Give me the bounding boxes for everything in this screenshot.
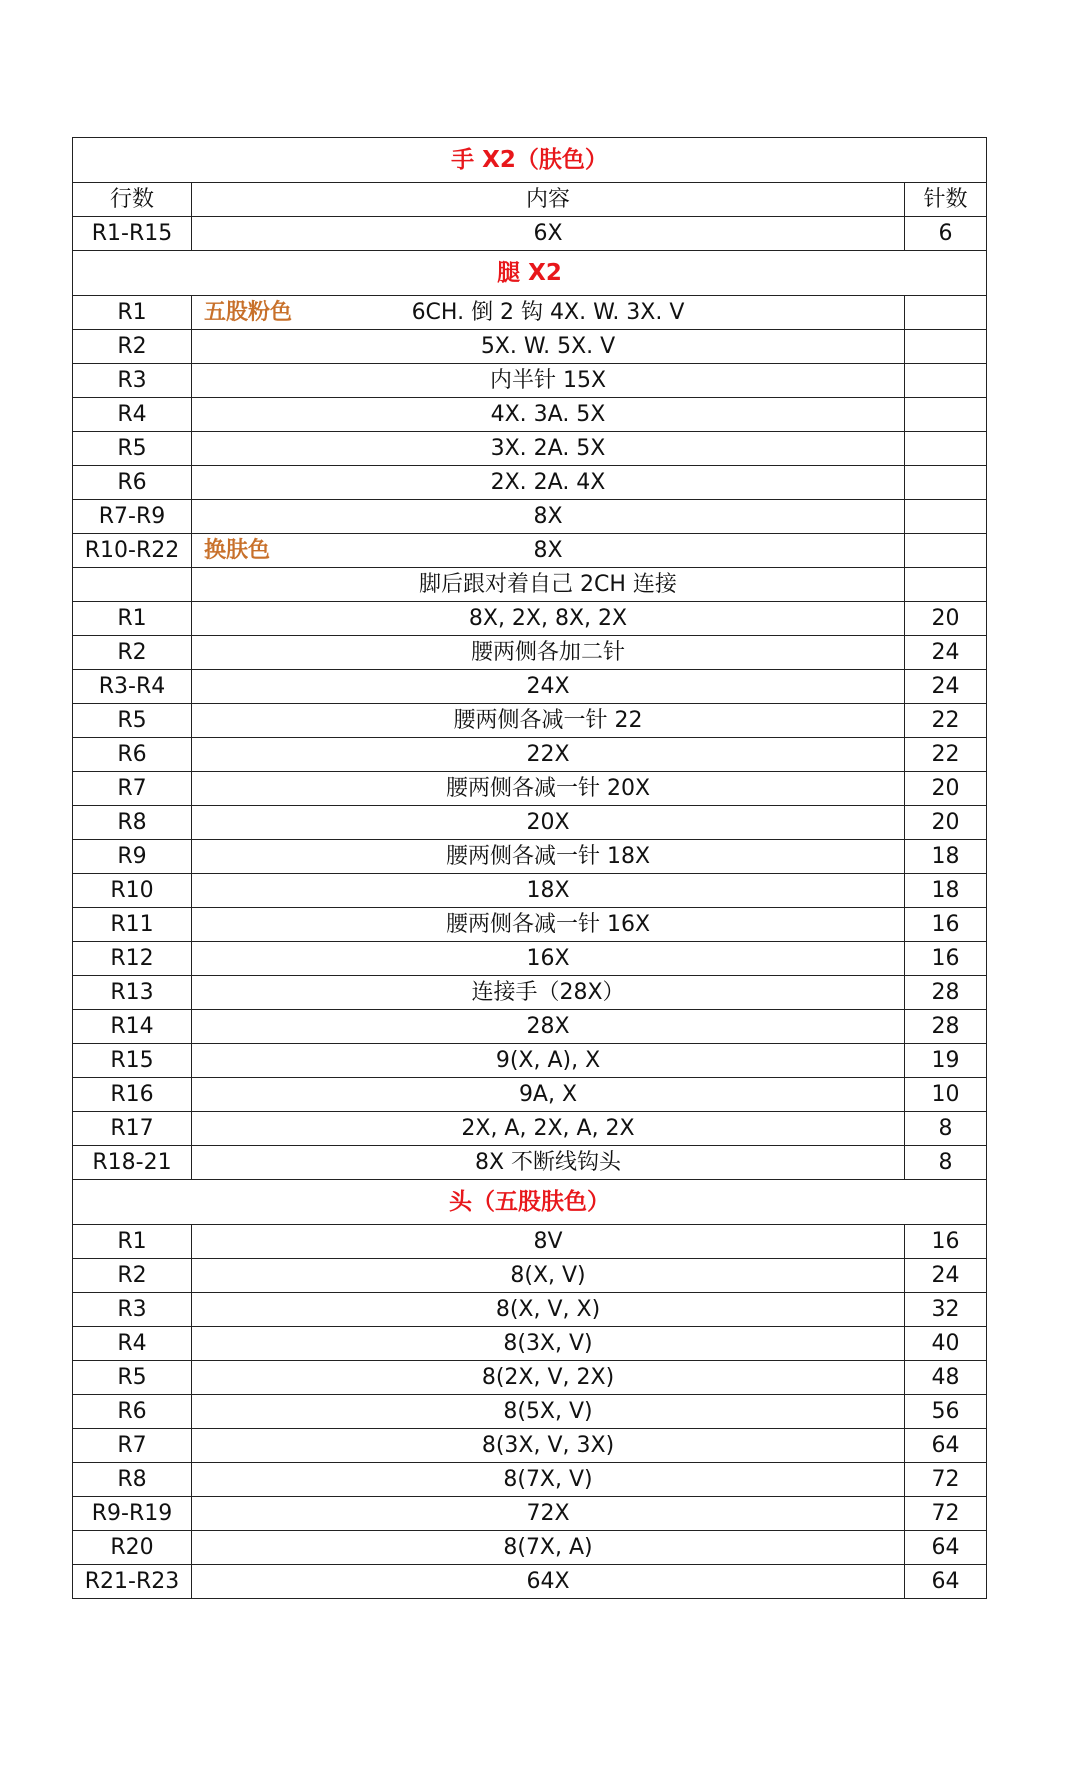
stitch-count-cell <box>905 568 987 602</box>
table-row <box>73 840 987 874</box>
stitch-count-cell: 48 <box>905 1361 987 1395</box>
row-content: 8V <box>533 1229 563 1254</box>
row-content-cell <box>192 772 905 806</box>
stitch-count-cell: 32 <box>905 1293 987 1327</box>
row-number-cell: R5 <box>73 1361 192 1395</box>
row-content: 22X <box>526 742 570 767</box>
row-content-cell <box>192 840 905 874</box>
row-content-cell <box>192 1293 905 1327</box>
stitch-count-cell: 24 <box>905 636 987 670</box>
header-content: 内容 <box>192 183 905 217</box>
row-content-cell <box>192 1112 905 1146</box>
row-content-cell <box>192 636 905 670</box>
row-content: 6X <box>533 221 563 246</box>
row-content: 8X <box>533 504 563 529</box>
stitch-count-cell: 16 <box>905 1225 987 1259</box>
row-content: 脚后跟对着自己 2CH 连接 <box>419 572 677 597</box>
table-row <box>73 704 987 738</box>
row-content: 8(3X, V, 3X) <box>481 1433 615 1458</box>
table-row <box>73 330 987 364</box>
row-content-cell <box>192 1429 905 1463</box>
row-number-cell: R1 <box>73 1225 192 1259</box>
table-row <box>73 466 987 500</box>
table-row <box>73 1044 987 1078</box>
stitch-count-cell: 64 <box>905 1565 987 1599</box>
row-content: 内半针 15X <box>489 368 607 393</box>
row-content-cell <box>192 432 905 466</box>
stitch-count-cell: 24 <box>905 670 987 704</box>
row-number-cell: R10 <box>73 874 192 908</box>
row-content: 8(7X, V) <box>503 1467 593 1492</box>
row-content-cell <box>192 330 905 364</box>
stitch-count-cell: 28 <box>905 976 987 1010</box>
row-content-cell <box>192 500 905 534</box>
row-number-cell: R1 <box>73 296 192 330</box>
row-content-cell <box>192 1395 905 1429</box>
table-row <box>73 772 987 806</box>
row-content-cell <box>192 874 905 908</box>
stitch-count-cell: 16 <box>905 942 987 976</box>
row-number-cell: R6 <box>73 1395 192 1429</box>
table-row <box>73 500 987 534</box>
row-content-cell <box>192 466 905 500</box>
table-row <box>73 1078 987 1112</box>
stitch-count-cell: 28 <box>905 1010 987 1044</box>
row-number-cell: R6 <box>73 466 192 500</box>
table-row <box>73 1112 987 1146</box>
table-row <box>73 1010 987 1044</box>
row-content: 20X <box>526 810 570 835</box>
row-content-cell <box>192 217 905 251</box>
stitch-count-cell <box>905 534 987 568</box>
stitch-count-cell: 22 <box>905 704 987 738</box>
row-number-cell: R14 <box>73 1010 192 1044</box>
row-content-cell <box>192 1531 905 1565</box>
row-content-cell <box>192 942 905 976</box>
table-row <box>73 1361 987 1395</box>
row-content-cell <box>192 364 905 398</box>
table-row <box>73 568 987 602</box>
row-content-cell <box>192 534 905 568</box>
row-content-cell <box>192 1225 905 1259</box>
row-number-cell: R2 <box>73 636 192 670</box>
table-row <box>73 1463 987 1497</box>
row-content-cell <box>192 670 905 704</box>
table-row <box>73 942 987 976</box>
row-number-cell: R1 <box>73 602 192 636</box>
row-content-cell <box>192 1010 905 1044</box>
row-number-cell: R3-R4 <box>73 670 192 704</box>
row-content: 腰两侧各加二针 <box>470 640 625 665</box>
table-row <box>73 1259 987 1293</box>
row-content: 8(3X, V) <box>503 1331 593 1356</box>
row-content: 16X <box>526 946 570 971</box>
stitch-count-cell <box>905 432 987 466</box>
table-row <box>73 1395 987 1429</box>
row-content: 9(X, A), X <box>495 1048 601 1073</box>
row-number-cell: R4 <box>73 398 192 432</box>
section-title: 头（五股肤色） <box>73 1180 987 1225</box>
table-row <box>73 806 987 840</box>
stitch-count-cell: 56 <box>905 1395 987 1429</box>
row-content: 腰两侧各减一针 22 <box>453 708 643 733</box>
row-number-cell: R10-R22 <box>73 534 192 568</box>
row-content: 腰两侧各减一针 20X <box>445 776 651 801</box>
table-row <box>73 1146 987 1180</box>
row-content-cell <box>192 1361 905 1395</box>
row-number-cell: R12 <box>73 942 192 976</box>
row-content-cell <box>192 398 905 432</box>
table-row <box>73 1531 987 1565</box>
row-number-cell: R9-R19 <box>73 1497 192 1531</box>
row-content-cell <box>192 738 905 772</box>
table-row <box>73 364 987 398</box>
row-number-cell: R2 <box>73 1259 192 1293</box>
row-number-cell: R7 <box>73 1429 192 1463</box>
row-number-cell: R6 <box>73 738 192 772</box>
stitch-count-cell: 16 <box>905 908 987 942</box>
row-content-cell <box>192 806 905 840</box>
table-row <box>73 908 987 942</box>
row-number-cell: R16 <box>73 1078 192 1112</box>
row-content: 4X. 3A. 5X <box>490 402 606 427</box>
stitch-count-cell: 24 <box>905 1259 987 1293</box>
row-content-cell <box>192 1078 905 1112</box>
table-row <box>73 1293 987 1327</box>
row-content: 64X <box>526 1569 570 1594</box>
row-content: 2X. 2A. 4X <box>490 470 606 495</box>
color-note: 五股粉色 <box>204 300 293 325</box>
stitch-count-cell: 18 <box>905 840 987 874</box>
row-content-cell <box>192 1463 905 1497</box>
table-row <box>73 534 987 568</box>
stitch-count-cell: 10 <box>905 1078 987 1112</box>
row-content: 18X <box>526 878 570 903</box>
row-content: 2X, A, 2X, A, 2X <box>461 1116 635 1141</box>
stitch-count-cell: 8 <box>905 1112 987 1146</box>
row-number-cell: R7-R9 <box>73 500 192 534</box>
section-title-row <box>73 251 987 296</box>
table-row <box>73 636 987 670</box>
row-number-cell: R8 <box>73 806 192 840</box>
row-number-cell: R4 <box>73 1327 192 1361</box>
stitch-count-cell: 64 <box>905 1429 987 1463</box>
row-number-cell: R18-21 <box>73 1146 192 1180</box>
stitch-count-cell: 72 <box>905 1463 987 1497</box>
row-content: 8(2X, V, 2X) <box>481 1365 615 1390</box>
table-row <box>73 1497 987 1531</box>
stitch-count-cell <box>905 296 987 330</box>
crochet-pattern-table <box>72 137 987 1599</box>
row-number-cell: R15 <box>73 1044 192 1078</box>
stitch-count-cell: 72 <box>905 1497 987 1531</box>
row-content-cell <box>192 602 905 636</box>
row-content: 腰两侧各减一针 18X <box>445 844 651 869</box>
row-content: 连接手（28X） <box>471 980 625 1005</box>
row-number-cell: R2 <box>73 330 192 364</box>
row-content: 5X. W. 5X. V <box>480 334 616 359</box>
table-row <box>73 1565 987 1599</box>
table-row <box>73 398 987 432</box>
row-content: 8X <box>533 538 563 563</box>
section-title-row <box>73 1180 987 1225</box>
table-row <box>73 1225 987 1259</box>
row-content-cell <box>192 1146 905 1180</box>
row-content-cell <box>192 1044 905 1078</box>
row-content: 8(X, V, X) <box>495 1297 601 1322</box>
stitch-count-cell <box>905 330 987 364</box>
row-number-cell: R17 <box>73 1112 192 1146</box>
row-content: 8(5X, V) <box>503 1399 593 1424</box>
stitch-count-cell: 40 <box>905 1327 987 1361</box>
table-row <box>73 296 987 330</box>
row-content-cell <box>192 296 905 330</box>
row-content: 72X <box>526 1501 570 1526</box>
row-number-cell: R20 <box>73 1531 192 1565</box>
row-number-cell: R1-R15 <box>73 217 192 251</box>
table-row <box>73 432 987 466</box>
stitch-count-cell: 19 <box>905 1044 987 1078</box>
table-row <box>73 874 987 908</box>
stitch-count-cell <box>905 500 987 534</box>
row-content: 腰两侧各减一针 16X <box>445 912 651 937</box>
stitch-count-cell <box>905 364 987 398</box>
header-stitches: 针数 <box>905 183 987 217</box>
stitch-count-cell: 20 <box>905 806 987 840</box>
row-content-cell <box>192 568 905 602</box>
table-header-row <box>73 183 987 217</box>
row-content: 28X <box>526 1014 570 1039</box>
table-row <box>73 738 987 772</box>
row-content-cell <box>192 1259 905 1293</box>
stitch-count-cell: 20 <box>905 772 987 806</box>
row-content-cell <box>192 1497 905 1531</box>
table-row <box>73 1429 987 1463</box>
stitch-count-cell: 64 <box>905 1531 987 1565</box>
row-content-cell <box>192 1565 905 1599</box>
table-row <box>73 217 987 251</box>
table-row <box>73 670 987 704</box>
row-content: 8(X, V) <box>510 1263 586 1288</box>
row-number-cell: R3 <box>73 364 192 398</box>
row-content: 8X, 2X, 8X, 2X <box>468 606 628 631</box>
row-content-cell <box>192 976 905 1010</box>
table-row <box>73 976 987 1010</box>
section-title: 手 X2（肤色） <box>73 138 987 183</box>
stitch-count-cell <box>905 466 987 500</box>
row-number-cell: R5 <box>73 704 192 738</box>
color-note: 换肤色 <box>204 538 271 563</box>
row-number-cell <box>73 568 192 602</box>
table-row <box>73 602 987 636</box>
stitch-count-cell: 8 <box>905 1146 987 1180</box>
row-content-cell <box>192 1327 905 1361</box>
row-number-cell: R3 <box>73 1293 192 1327</box>
row-content: 9A, X <box>518 1082 578 1107</box>
row-number-cell: R21-R23 <box>73 1565 192 1599</box>
row-number-cell: R8 <box>73 1463 192 1497</box>
row-number-cell: R5 <box>73 432 192 466</box>
row-content: 6CH. 倒 2 钩 4X. W. 3X. V <box>411 300 685 325</box>
row-content-cell <box>192 908 905 942</box>
row-number-cell: R7 <box>73 772 192 806</box>
section-title-row <box>73 138 987 183</box>
table-row <box>73 1327 987 1361</box>
row-number-cell: R9 <box>73 840 192 874</box>
stitch-count-cell: 22 <box>905 738 987 772</box>
row-content: 8X 不断线钩头 <box>474 1150 622 1175</box>
section-title: 腿 X2 <box>73 251 987 296</box>
stitch-count-cell: 20 <box>905 602 987 636</box>
row-content: 3X. 2A. 5X <box>490 436 606 461</box>
row-content: 24X <box>526 674 570 699</box>
row-number-cell: R13 <box>73 976 192 1010</box>
row-content-cell <box>192 704 905 738</box>
stitch-count-cell: 18 <box>905 874 987 908</box>
stitch-count-cell: 6 <box>905 217 987 251</box>
row-number-cell: R11 <box>73 908 192 942</box>
stitch-count-cell <box>905 398 987 432</box>
header-rows: 行数 <box>73 183 192 217</box>
row-content: 8(7X, A) <box>503 1535 593 1560</box>
